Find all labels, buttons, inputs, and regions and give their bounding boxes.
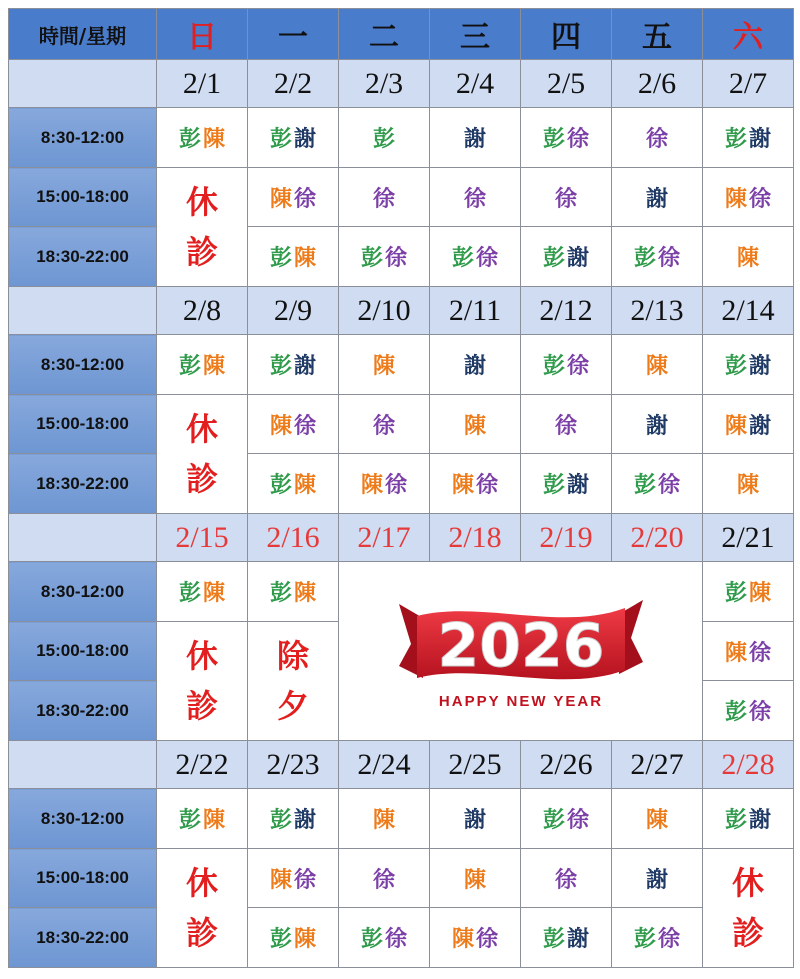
doctor-cell: [521, 335, 612, 395]
date-cell: 2/7: [703, 60, 794, 108]
weekday-header: 四: [521, 9, 612, 60]
doctor-name: 徐: [658, 473, 681, 498]
doctor-cell: [703, 108, 794, 168]
doctor-cell: [157, 108, 248, 168]
doctor-name: 謝: [645, 867, 668, 893]
morning-row: [9, 562, 794, 622]
doctor-name: 陳: [294, 473, 317, 498]
date-cell: 2/15: [157, 514, 248, 562]
doctor-name: 謝: [567, 927, 590, 952]
doctor-name: 陳: [203, 127, 226, 152]
closed-char: 休: [185, 864, 218, 902]
closed-char: 休: [185, 410, 218, 448]
doctor-name: 徐: [567, 127, 590, 152]
doctor-cell: [521, 108, 612, 168]
closed-char: 休: [185, 183, 218, 221]
date-cell: 2/4: [430, 60, 521, 108]
doctor-name: 徐: [294, 867, 317, 893]
doctor-name: 彭: [542, 246, 565, 271]
doctor-name: 彭: [451, 246, 474, 271]
date-cell: 2/16: [248, 514, 339, 562]
doctor-name: 彭: [269, 473, 292, 498]
date-row-spacer: [9, 741, 157, 789]
doctor-name: 彭: [269, 127, 292, 152]
doctor-name: 彭: [269, 246, 292, 271]
doctor-name: 彭: [633, 927, 656, 952]
morning-row: [9, 108, 794, 168]
date-row-spacer: [9, 514, 157, 562]
date-row-spacer: [9, 287, 157, 335]
doctor-name: 陳: [451, 473, 474, 498]
doctor-name: 陳: [269, 867, 292, 893]
doctor-name: 彭: [360, 246, 383, 271]
doctor-name: 彭: [372, 127, 395, 152]
date-cell: 2/20: [612, 514, 703, 562]
doctor-name: 陳: [360, 473, 383, 498]
closed-char: 診: [185, 914, 218, 952]
doctor-name: 謝: [749, 354, 772, 379]
doctor-name: 徐: [385, 246, 408, 271]
doctor-name: 陳: [203, 581, 226, 606]
time-slot-label: 8:30-12:00: [9, 562, 157, 622]
doctor-cell: [703, 622, 794, 681]
doctor-cell: [248, 908, 339, 968]
doctor-cell: [430, 395, 521, 454]
doctor-name: 徐: [294, 413, 317, 439]
doctor-name: 徐: [749, 700, 772, 725]
doctor-cell: [521, 454, 612, 514]
doctor-name: 謝: [645, 186, 668, 212]
new-year-eve-cell: [248, 622, 339, 741]
time-slot-label: 15:00-18:00: [9, 622, 157, 681]
doctor-cell: [248, 168, 339, 227]
closed-char: 診: [731, 914, 764, 952]
doctor-name: 徐: [385, 927, 408, 952]
doctor-name: 徐: [372, 186, 395, 212]
doctor-name: 徐: [554, 413, 577, 439]
weekday-header: 五: [612, 9, 703, 60]
doctor-name: 陳: [645, 354, 668, 379]
new-year-ribbon: [371, 574, 671, 724]
doctor-cell: [612, 395, 703, 454]
closed-char: 診: [185, 687, 218, 725]
doctor-cell: [248, 562, 339, 622]
doctor-name: 謝: [294, 808, 317, 833]
doctor-name: 彭: [542, 927, 565, 952]
doctor-cell: [612, 108, 703, 168]
doctor-cell: [703, 681, 794, 741]
doctor-name: 彭: [724, 581, 747, 606]
doctor-cell: [339, 789, 430, 849]
closed-char: 診: [185, 460, 218, 498]
doctor-cell: [612, 454, 703, 514]
doctor-name: 彭: [269, 808, 292, 833]
doctor-name: 徐: [476, 246, 499, 271]
date-cell: 2/22: [157, 741, 248, 789]
time-slot-label: 8:30-12:00: [9, 108, 157, 168]
doctor-name: 徐: [567, 808, 590, 833]
doctor-cell: [430, 168, 521, 227]
doctor-name: 徐: [385, 473, 408, 498]
doctor-name: 陳: [736, 473, 759, 498]
date-cell: 2/12: [521, 287, 612, 335]
doctor-name: 徐: [476, 927, 499, 952]
time-slot-label: 18:30-22:00: [9, 227, 157, 287]
morning-row: [9, 335, 794, 395]
doctor-name: 徐: [658, 246, 681, 271]
date-row-spacer: [9, 60, 157, 108]
date-cell: 2/10: [339, 287, 430, 335]
date-cell: 2/6: [612, 60, 703, 108]
doctor-name: 陳: [451, 927, 474, 952]
date-cell: 2/28: [703, 741, 794, 789]
doctor-cell: [521, 849, 612, 908]
afternoon-row: [9, 849, 794, 908]
date-row: [9, 60, 794, 108]
doctor-name: 陳: [269, 413, 292, 439]
doctor-name: 謝: [749, 413, 772, 439]
doctor-cell: [430, 108, 521, 168]
doctor-name: 陳: [269, 186, 292, 212]
doctor-name: 彭: [633, 473, 656, 498]
doctor-cell: [521, 168, 612, 227]
doctor-name: 謝: [294, 354, 317, 379]
doctor-name: 彭: [633, 246, 656, 271]
time-slot-label: 18:30-22:00: [9, 454, 157, 514]
date-cell: 2/27: [612, 741, 703, 789]
doctor-name: 徐: [645, 127, 668, 152]
doctor-cell: [612, 335, 703, 395]
time-slot-label: 8:30-12:00: [9, 335, 157, 395]
doctor-cell: [703, 789, 794, 849]
doctor-name: 徐: [294, 186, 317, 212]
date-cell: 2/8: [157, 287, 248, 335]
doctor-cell: [339, 849, 430, 908]
doctor-cell: [612, 849, 703, 908]
time-slot-label: 18:30-22:00: [9, 908, 157, 968]
banner-year: 2026: [437, 611, 604, 681]
doctor-name: 彭: [269, 581, 292, 606]
date-cell: 2/5: [521, 60, 612, 108]
date-cell: 2/18: [430, 514, 521, 562]
doctor-cell: [248, 849, 339, 908]
doctor-name: 陳: [463, 413, 486, 439]
doctor-name: 謝: [749, 808, 772, 833]
doctor-cell: [339, 335, 430, 395]
date-cell: 2/1: [157, 60, 248, 108]
date-row: [9, 514, 794, 562]
doctor-name: 陳: [645, 808, 668, 833]
date-cell: 2/21: [703, 514, 794, 562]
date-cell: 2/19: [521, 514, 612, 562]
afternoon-row: [9, 168, 794, 227]
doctor-name: 彭: [542, 808, 565, 833]
time-slot-label: 15:00-18:00: [9, 395, 157, 454]
doctor-name: 徐: [658, 927, 681, 952]
weekday-header: 六: [703, 9, 794, 60]
doctor-cell: [521, 395, 612, 454]
doctor-cell: [521, 789, 612, 849]
evening-row: [9, 454, 794, 514]
weekday-header: 三: [430, 9, 521, 60]
closed-cell: [157, 849, 248, 968]
doctor-cell: [339, 227, 430, 287]
doctor-cell: [612, 168, 703, 227]
closed-cell: [157, 622, 248, 741]
closed-char: 診: [185, 233, 218, 271]
date-cell: 2/2: [248, 60, 339, 108]
doctor-cell: [430, 454, 521, 514]
closed-char: 休: [185, 637, 218, 675]
doctor-cell: [521, 227, 612, 287]
date-cell: 2/9: [248, 287, 339, 335]
doctor-name: 謝: [463, 127, 486, 152]
weekday-header-row: [9, 9, 794, 60]
date-cell: 2/14: [703, 287, 794, 335]
doctor-name: 徐: [372, 413, 395, 439]
doctor-cell: [248, 395, 339, 454]
date-cell: 2/25: [430, 741, 521, 789]
doctor-cell: [248, 454, 339, 514]
doctor-name: 彭: [178, 127, 201, 152]
evening-row: [9, 227, 794, 287]
doctor-name: 謝: [645, 413, 668, 439]
doctor-name: 彭: [542, 473, 565, 498]
doctor-name: 謝: [463, 354, 486, 379]
doctor-cell: [248, 335, 339, 395]
doctor-name: 彭: [269, 354, 292, 379]
doctor-name: 彭: [724, 808, 747, 833]
doctor-name: 彭: [724, 354, 747, 379]
doctor-name: 彭: [178, 808, 201, 833]
doctor-cell: [703, 168, 794, 227]
doctor-name: 彭: [542, 354, 565, 379]
doctor-cell: [157, 789, 248, 849]
new-year-banner: [339, 562, 703, 741]
doctor-name: 陳: [372, 808, 395, 833]
doctor-cell: [703, 227, 794, 287]
doctor-name: 陳: [203, 354, 226, 379]
corner-header: 時間/星期: [9, 9, 157, 60]
doctor-cell: [430, 335, 521, 395]
doctor-name: 謝: [463, 808, 486, 833]
doctor-cell: [703, 562, 794, 622]
clinic-schedule-table: [8, 8, 794, 968]
doctor-name: 陳: [294, 246, 317, 271]
doctor-name: 彭: [178, 354, 201, 379]
doctor-name: 彭: [724, 127, 747, 152]
doctor-name: 陳: [294, 927, 317, 952]
date-cell: 2/3: [339, 60, 430, 108]
doctor-cell: [248, 227, 339, 287]
doctor-name: 彭: [724, 700, 747, 725]
time-slot-label: 18:30-22:00: [9, 681, 157, 741]
doctor-cell: [157, 335, 248, 395]
doctor-cell: [703, 395, 794, 454]
doctor-name: 陳: [736, 246, 759, 271]
doctor-cell: [430, 849, 521, 908]
closed-char: 休: [731, 864, 764, 902]
doctor-name: 陳: [724, 413, 747, 439]
doctor-cell: [339, 168, 430, 227]
doctor-cell: [339, 908, 430, 968]
weekday-header: 二: [339, 9, 430, 60]
date-cell: 2/13: [612, 287, 703, 335]
doctor-cell: [703, 454, 794, 514]
doctor-name: 徐: [372, 867, 395, 893]
date-cell: 2/11: [430, 287, 521, 335]
weekday-header: 一: [248, 9, 339, 60]
doctor-name: 陳: [463, 867, 486, 893]
doctor-name: 謝: [294, 127, 317, 152]
doctor-name: 徐: [749, 640, 772, 666]
doctor-name: 陳: [203, 808, 226, 833]
doctor-cell: [339, 454, 430, 514]
doctor-cell: [703, 335, 794, 395]
date-row: [9, 287, 794, 335]
time-slot-label: 15:00-18:00: [9, 168, 157, 227]
doctor-name: 彭: [542, 127, 565, 152]
doctor-cell: [339, 395, 430, 454]
doctor-cell: [612, 227, 703, 287]
doctor-name: 彭: [269, 927, 292, 952]
evening-row: [9, 908, 794, 968]
doctor-cell: [248, 108, 339, 168]
doctor-name: 徐: [554, 186, 577, 212]
doctor-cell: [157, 562, 248, 622]
doctor-cell: [612, 789, 703, 849]
time-slot-label: 15:00-18:00: [9, 849, 157, 908]
doctor-name: 陳: [724, 640, 747, 666]
doctor-name: 謝: [749, 127, 772, 152]
morning-row: [9, 789, 794, 849]
doctor-name: 陳: [372, 354, 395, 379]
doctor-cell: [430, 789, 521, 849]
doctor-name: 謝: [567, 246, 590, 271]
doctor-name: 陳: [724, 186, 747, 212]
doctor-cell: [612, 908, 703, 968]
date-row: [9, 741, 794, 789]
doctor-name: 徐: [476, 473, 499, 498]
doctor-name: 徐: [463, 186, 486, 212]
doctor-name: 謝: [567, 473, 590, 498]
doctor-cell: [248, 789, 339, 849]
date-cell: 2/23: [248, 741, 339, 789]
closed-cell: [157, 168, 248, 287]
doctor-name: 徐: [749, 186, 772, 212]
doctor-cell: [521, 908, 612, 968]
time-slot-label: 8:30-12:00: [9, 789, 157, 849]
doctor-name: 陳: [294, 581, 317, 606]
date-cell: 2/26: [521, 741, 612, 789]
closed-char: 夕: [276, 687, 309, 725]
afternoon-row: [9, 395, 794, 454]
doctor-name: 彭: [360, 927, 383, 952]
date-cell: 2/24: [339, 741, 430, 789]
doctor-cell: [339, 108, 430, 168]
doctor-name: 徐: [567, 354, 590, 379]
closed-char: 除: [276, 637, 309, 675]
closed-cell: [703, 849, 794, 968]
closed-cell: [157, 395, 248, 514]
banner-tagline: HAPPY NEW YEAR: [438, 693, 603, 710]
doctor-cell: [430, 227, 521, 287]
date-cell: 2/17: [339, 514, 430, 562]
doctor-name: 彭: [178, 581, 201, 606]
doctor-name: 陳: [749, 581, 772, 606]
weekday-header: 日: [157, 9, 248, 60]
doctor-name: 徐: [554, 867, 577, 893]
doctor-cell: [430, 908, 521, 968]
